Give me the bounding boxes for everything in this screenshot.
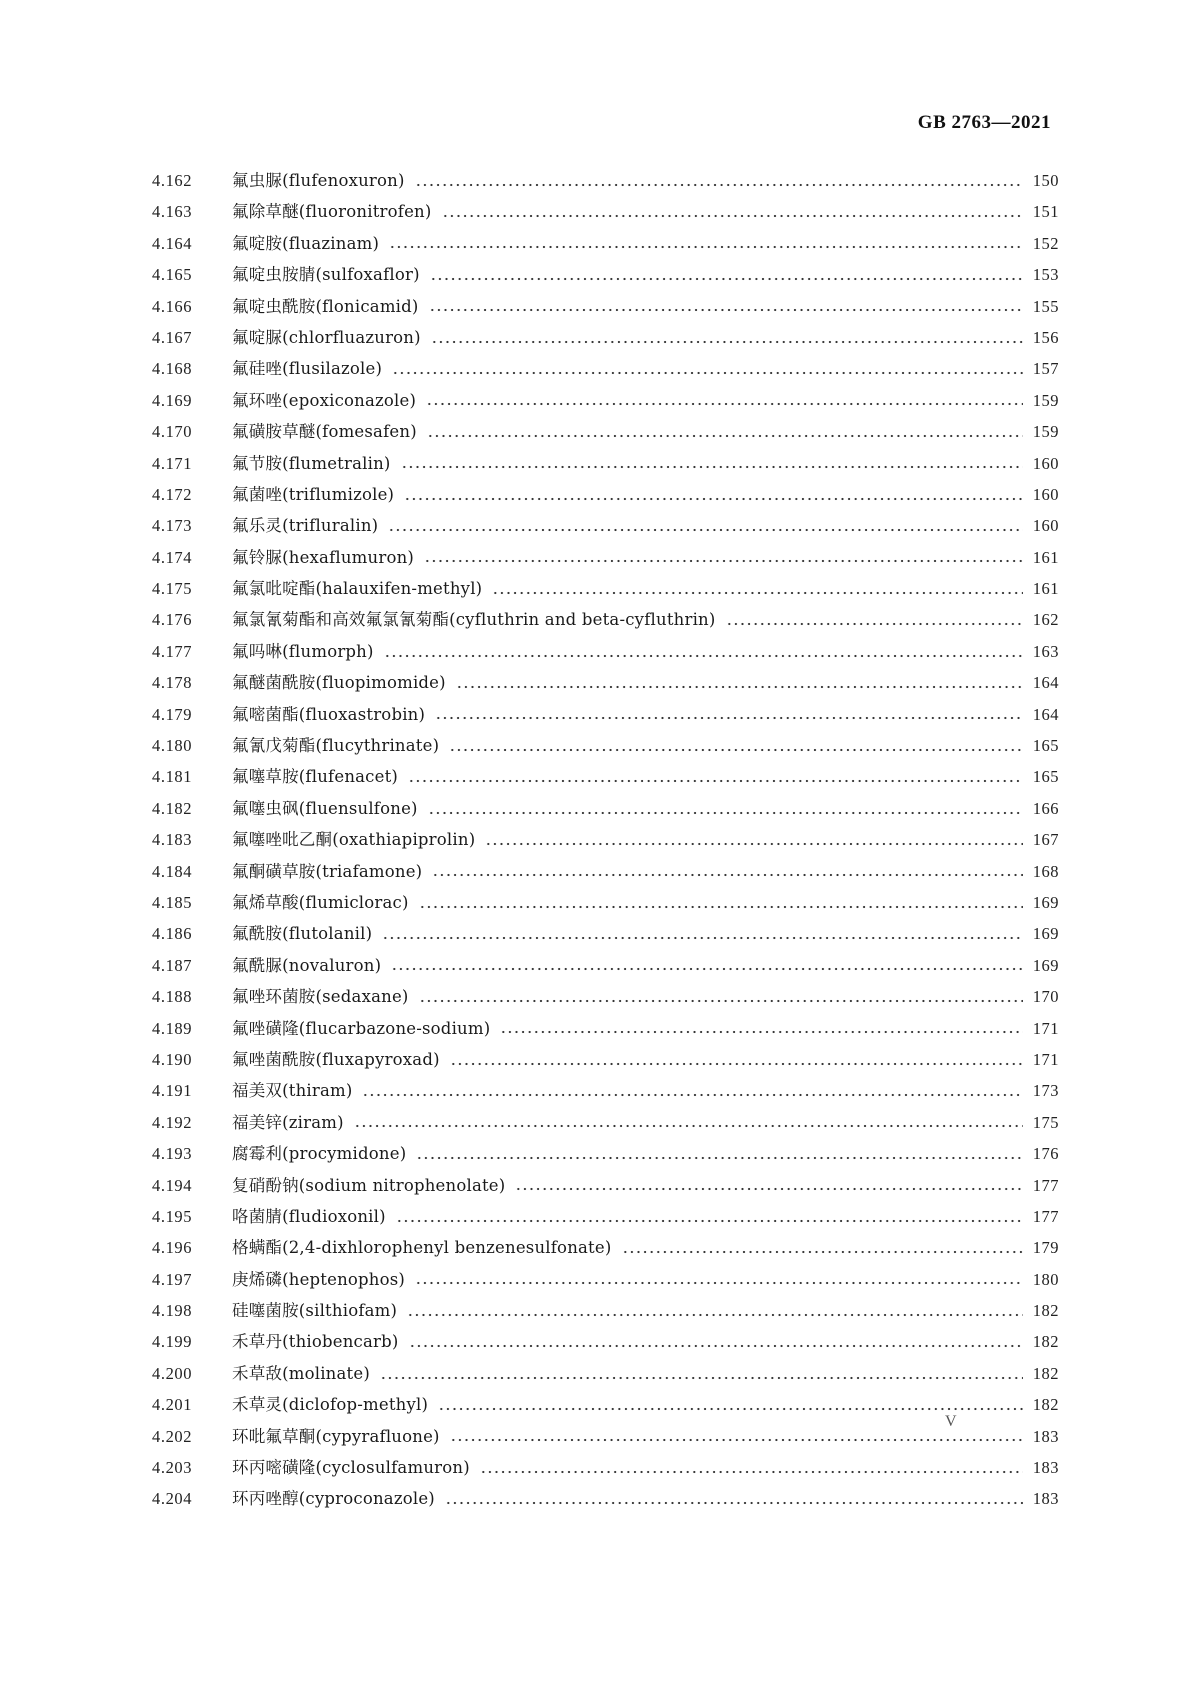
toc-entry[interactable] xyxy=(152,1452,1059,1483)
toc-dot-leader xyxy=(500,1028,1023,1036)
toc-entry-number: 4.162 xyxy=(152,171,193,190)
toc-entry-number: 4.166 xyxy=(152,296,193,316)
toc-entry[interactable] xyxy=(152,1421,1059,1452)
toc-dot-leader xyxy=(415,181,1023,189)
toc-entry-title: 庚烯磷(heptenophos) xyxy=(232,1269,406,1289)
toc-entry-page: 155 xyxy=(1032,296,1059,316)
toc-dot-leader xyxy=(450,1436,1023,1444)
toc-dot-leader xyxy=(426,400,1023,408)
toc-entry-number: 4.172 xyxy=(152,484,193,504)
toc-entry[interactable] xyxy=(152,636,1059,667)
toc-entry-page: 176 xyxy=(1032,1144,1059,1164)
toc-entry-number: 4.188 xyxy=(152,987,193,1007)
toc-entry-page: 182 xyxy=(1032,1363,1059,1383)
toc-entry-number: 4.185 xyxy=(152,892,193,912)
toc-dot-leader xyxy=(407,1311,1023,1319)
toc-entry[interactable] xyxy=(152,510,1059,541)
toc-dot-leader xyxy=(515,1185,1023,1193)
toc-entry[interactable] xyxy=(152,228,1059,259)
toc-dot-leader xyxy=(435,714,1023,722)
toc-entry-page: 182 xyxy=(1032,1332,1059,1352)
toc-entry-page: 164 xyxy=(1032,673,1059,693)
toc-entry-number: 4.171 xyxy=(152,453,193,473)
toc-entry-title: 氟虫脲(flufenoxuron) xyxy=(232,171,405,190)
toc-entry[interactable] xyxy=(152,824,1059,855)
toc-entry-title: 环吡氟草酮(cypyrafluone) xyxy=(232,1426,440,1446)
toc-entry[interactable] xyxy=(152,479,1059,510)
toc-entry-title: 硅噻菌胺(silthiofam) xyxy=(232,1301,398,1321)
toc-dot-leader xyxy=(492,589,1023,597)
toc-entry[interactable] xyxy=(152,1013,1059,1044)
toc-dot-leader xyxy=(388,526,1023,534)
toc-entry-title: 氟酰脲(novaluron) xyxy=(232,955,382,975)
toc-entry-number: 4.187 xyxy=(152,955,193,975)
toc-entry-title: 氟铃脲(hexaflumuron) xyxy=(232,547,415,567)
toc-entry-page: 160 xyxy=(1032,484,1059,504)
toc-entry-title: 氟除草醚(fluoronitrofen) xyxy=(232,202,432,222)
toc-entry-page: 173 xyxy=(1032,1081,1059,1101)
toc-dot-leader xyxy=(382,934,1023,942)
toc-entry-page: 159 xyxy=(1032,422,1059,442)
toc-entry[interactable] xyxy=(152,1358,1059,1389)
toc-entry[interactable] xyxy=(152,604,1059,635)
toc-dot-leader xyxy=(401,463,1023,471)
toc-entry-page: 182 xyxy=(1032,1395,1059,1415)
toc-entry-page: 169 xyxy=(1032,955,1059,975)
toc-entry[interactable] xyxy=(152,165,1059,196)
toc-dot-leader xyxy=(428,809,1023,817)
toc-entry-number: 4.180 xyxy=(152,736,193,756)
toc-entry-page: 162 xyxy=(1032,610,1059,630)
toc-entry-title: 氟磺胺草醚(fomesafen) xyxy=(232,422,417,442)
toc-entry[interactable] xyxy=(152,573,1059,604)
toc-entry-number: 4.204 xyxy=(152,1489,193,1509)
toc-entry[interactable] xyxy=(152,887,1059,918)
toc-entry-page: 166 xyxy=(1032,798,1059,818)
toc-dot-leader xyxy=(429,306,1023,314)
toc-entry-title: 腐霉利(procymidone) xyxy=(232,1144,407,1164)
toc-entry-title: 氟啶虫酰胺(flonicamid) xyxy=(232,296,419,316)
toc-entry-number: 4.164 xyxy=(152,233,193,253)
document-code: GB 2763—2021 xyxy=(917,112,1051,133)
toc-entry-title: 氟硅唑(flusilazole) xyxy=(232,359,383,379)
toc-entry-page: 151 xyxy=(1032,202,1059,222)
toc-dot-leader xyxy=(622,1248,1024,1256)
toc-entry-page: 168 xyxy=(1032,861,1059,881)
toc-entry-number: 4.175 xyxy=(152,579,193,599)
toc-entry-page: 159 xyxy=(1032,390,1059,410)
toc-entry-page: 169 xyxy=(1032,892,1059,912)
toc-entry-title: 氟氯吡啶酯(halauxifen-methyl) xyxy=(232,579,483,599)
toc-entry[interactable] xyxy=(152,542,1059,573)
toc-dot-leader xyxy=(362,1091,1023,1099)
toc-entry-title: 氟乐灵(trifluralin) xyxy=(232,516,379,536)
toc-dot-leader xyxy=(432,871,1023,879)
toc-entry[interactable] xyxy=(152,291,1059,322)
toc-entry-page: 150 xyxy=(1032,171,1059,190)
toc-dot-leader xyxy=(354,1122,1023,1130)
toc-dot-leader xyxy=(396,1217,1023,1225)
toc-entry[interactable] xyxy=(152,1044,1059,1075)
toc-entry-title: 氟菌唑(triflumizole) xyxy=(232,484,395,504)
toc-entry-page: 179 xyxy=(1032,1238,1059,1258)
toc-entry-number: 4.178 xyxy=(152,673,193,693)
toc-entry-title: 氟醚菌酰胺(fluopimomide) xyxy=(232,673,446,693)
toc-entry-page: 157 xyxy=(1032,359,1059,379)
toc-entry[interactable] xyxy=(152,322,1059,353)
toc-entry-number: 4.195 xyxy=(152,1206,193,1226)
toc-entry-title: 氟烯草酸(flumiclorac) xyxy=(232,892,409,912)
toc-entry-title: 禾草敌(molinate) xyxy=(232,1363,370,1383)
toc-entry-number: 4.193 xyxy=(152,1144,193,1164)
toc-entry-page: 161 xyxy=(1032,547,1059,567)
toc-entry-number: 4.168 xyxy=(152,359,193,379)
toc-entry[interactable] xyxy=(152,416,1059,447)
toc-entry[interactable] xyxy=(152,353,1059,384)
toc-entry[interactable] xyxy=(152,918,1059,949)
toc-dot-leader xyxy=(480,1468,1023,1476)
toc-dot-leader xyxy=(380,1374,1023,1382)
toc-entry[interactable] xyxy=(152,1075,1059,1106)
toc-entry-number: 4.190 xyxy=(152,1049,193,1069)
toc-dot-leader xyxy=(427,432,1023,440)
toc-dot-leader xyxy=(391,965,1023,973)
toc-entry-page: 169 xyxy=(1032,924,1059,944)
toc-dot-leader xyxy=(438,1405,1023,1413)
toc-entry-title: 格螨酯(2,4-dixhlorophenyl benzenesulfonate) xyxy=(232,1238,612,1258)
toc-entry-page: 161 xyxy=(1032,579,1059,599)
toc-entry-page: 163 xyxy=(1032,641,1059,661)
toc-entry-number: 4.201 xyxy=(152,1395,193,1415)
toc-dot-leader xyxy=(409,1342,1023,1350)
toc-entry-page: 175 xyxy=(1032,1112,1059,1132)
toc-dot-leader xyxy=(442,212,1024,220)
toc-dot-leader xyxy=(726,620,1023,628)
toc-entry-title: 复硝酚钠(sodium nitrophenolate) xyxy=(232,1175,506,1195)
toc-entry-page: 180 xyxy=(1032,1269,1059,1289)
toc-entry[interactable] xyxy=(152,699,1059,730)
toc-entry-number: 4.181 xyxy=(152,767,193,787)
toc-entry-title: 氟唑磺隆(flucarbazone-sodium) xyxy=(232,1018,491,1038)
toc-entry-page: 177 xyxy=(1032,1175,1059,1195)
toc-dot-leader xyxy=(415,1279,1023,1287)
table-of-contents xyxy=(152,165,1059,1515)
toc-entry-number: 4.194 xyxy=(152,1175,193,1195)
toc-entry-page: 177 xyxy=(1032,1206,1059,1226)
toc-dot-leader xyxy=(485,840,1023,848)
toc-entry-title: 福美锌(ziram) xyxy=(232,1112,344,1132)
toc-entry-number: 4.200 xyxy=(152,1363,193,1383)
toc-entry[interactable] xyxy=(152,1389,1059,1420)
toc-entry-title: 禾草灵(diclofop-methyl) xyxy=(232,1395,429,1415)
toc-entry-title: 氟嘧菌酯(fluoxastrobin) xyxy=(232,704,426,724)
toc-entry-title: 氟唑环菌胺(sedaxane) xyxy=(232,987,409,1007)
toc-entry[interactable] xyxy=(152,1201,1059,1232)
toc-entry-title: 氟啶虫胺腈(sulfoxaflor) xyxy=(232,265,420,285)
toc-entry-number: 4.198 xyxy=(152,1301,193,1321)
toc-entry-title: 氟噻虫砜(fluensulfone) xyxy=(232,798,418,818)
toc-entry[interactable] xyxy=(152,981,1059,1012)
toc-entry[interactable] xyxy=(152,1138,1059,1169)
toc-entry-page: 156 xyxy=(1032,327,1059,347)
toc-entry-number: 4.189 xyxy=(152,1018,193,1038)
toc-entry-number: 4.183 xyxy=(152,830,193,850)
toc-entry-number: 4.179 xyxy=(152,704,193,724)
toc-entry-title: 氟唑菌酰胺(fluxapyroxad) xyxy=(232,1049,440,1069)
toc-dot-leader xyxy=(456,683,1023,691)
toc-entry-title: 氟噻草胺(flufenacet) xyxy=(232,767,399,787)
toc-entry[interactable] xyxy=(152,793,1059,824)
toc-entry-page: 165 xyxy=(1032,767,1059,787)
toc-entry[interactable] xyxy=(152,856,1059,887)
toc-entry-page: 171 xyxy=(1032,1018,1059,1038)
toc-dot-leader xyxy=(424,557,1023,565)
toc-entry-title: 氟节胺(flumetralin) xyxy=(232,453,391,473)
toc-entry-title: 咯菌腈(fludioxonil) xyxy=(232,1206,386,1226)
toc-entry-number: 4.203 xyxy=(152,1458,193,1478)
toc-entry-page: 183 xyxy=(1032,1489,1059,1509)
toc-dot-leader xyxy=(389,243,1023,251)
toc-dot-leader xyxy=(419,903,1023,911)
toc-entry-title: 氟酮磺草胺(triafamone) xyxy=(232,861,423,881)
toc-entry[interactable] xyxy=(152,950,1059,981)
toc-entry-number: 4.186 xyxy=(152,924,193,944)
toc-entry-page: 183 xyxy=(1032,1426,1059,1446)
toc-entry-number: 4.191 xyxy=(152,1081,193,1101)
toc-entry-title: 氟氯氰菊酯和高效氟氯氰菊酯(cyfluthrin and beta-cyfluthrin) xyxy=(232,610,716,630)
toc-entry-title: 环丙嘧磺隆(cyclosulfamuron) xyxy=(232,1458,470,1478)
toc-entry-page: 183 xyxy=(1032,1458,1059,1478)
toc-entry-number: 4.170 xyxy=(152,422,193,442)
toc-entry-page: 152 xyxy=(1032,233,1059,253)
toc-dot-leader xyxy=(404,495,1023,503)
toc-entry[interactable] xyxy=(152,1295,1059,1326)
toc-entry-page: 165 xyxy=(1032,736,1059,756)
toc-dot-leader xyxy=(445,1499,1023,1507)
toc-entry-title: 氟氰戊菊酯(flucythrinate) xyxy=(232,736,440,756)
toc-entry[interactable] xyxy=(152,667,1059,698)
toc-entry-number: 4.202 xyxy=(152,1426,193,1446)
toc-entry-title: 氟吗啉(flumorph) xyxy=(232,641,374,661)
toc-entry[interactable] xyxy=(152,1483,1059,1514)
toc-dot-leader xyxy=(384,652,1023,660)
toc-entry-title: 氟啶脲(chlorfluazuron) xyxy=(232,327,421,347)
toc-entry-title: 氟啶胺(fluazinam) xyxy=(232,233,380,253)
toc-dot-leader xyxy=(419,997,1023,1005)
toc-entry-title: 禾草丹(thiobencarb) xyxy=(232,1332,399,1352)
toc-dot-leader xyxy=(416,1154,1023,1162)
toc-entry-number: 4.163 xyxy=(152,202,193,222)
toc-entry-title: 福美双(thiram) xyxy=(232,1081,353,1101)
toc-entry-number: 4.197 xyxy=(152,1269,193,1289)
toc-entry-number: 4.169 xyxy=(152,390,193,410)
page-number: V xyxy=(945,1413,957,1430)
toc-entry[interactable] xyxy=(152,385,1059,416)
toc-entry-title: 氟噻唑吡乙酮(oxathiapiprolin) xyxy=(232,830,476,850)
toc-entry[interactable] xyxy=(152,1232,1059,1263)
toc-entry-page: 167 xyxy=(1032,830,1059,850)
toc-entry-number: 4.174 xyxy=(152,547,193,567)
toc-entry[interactable] xyxy=(152,730,1059,761)
toc-entry-title: 环丙唑醇(cyproconazole) xyxy=(232,1489,435,1509)
toc-entry[interactable] xyxy=(152,1264,1059,1295)
toc-entry-number: 4.173 xyxy=(152,516,193,536)
toc-entry[interactable] xyxy=(152,1107,1059,1138)
toc-dot-leader xyxy=(449,746,1023,754)
toc-entry-page: 164 xyxy=(1032,704,1059,724)
toc-entry[interactable] xyxy=(152,259,1059,290)
toc-entry[interactable] xyxy=(152,761,1059,792)
toc-entry-page: 160 xyxy=(1032,453,1059,473)
toc-entry-page: 182 xyxy=(1032,1301,1059,1321)
toc-entry[interactable] xyxy=(152,448,1059,479)
toc-dot-leader xyxy=(450,1060,1023,1068)
toc-entry-page: 170 xyxy=(1032,987,1059,1007)
toc-entry-number: 4.167 xyxy=(152,327,193,347)
toc-entry-number: 4.176 xyxy=(152,610,193,630)
toc-dot-leader xyxy=(392,369,1023,377)
toc-dot-leader xyxy=(408,777,1023,785)
toc-entry-title: 氟环唑(epoxiconazole) xyxy=(232,390,417,410)
toc-entry[interactable] xyxy=(152,1170,1059,1201)
toc-entry-number: 4.196 xyxy=(152,1238,193,1258)
toc-entry-number: 4.165 xyxy=(152,265,193,285)
toc-entry-page: 160 xyxy=(1032,516,1059,536)
toc-entry-number: 4.192 xyxy=(152,1112,193,1132)
toc-entry-number: 4.182 xyxy=(152,798,193,818)
toc-entry-number: 4.177 xyxy=(152,641,193,661)
toc-dot-leader xyxy=(431,338,1023,346)
toc-entry[interactable] xyxy=(152,196,1059,227)
toc-dot-leader xyxy=(430,275,1023,283)
toc-entry-number: 4.184 xyxy=(152,861,193,881)
toc-entry-page: 171 xyxy=(1032,1049,1059,1069)
toc-entry-page: 153 xyxy=(1032,265,1059,285)
toc-entry[interactable] xyxy=(152,1326,1059,1357)
toc-entry-number: 4.199 xyxy=(152,1332,193,1352)
toc-entry-title: 氟酰胺(flutolanil) xyxy=(232,924,373,944)
